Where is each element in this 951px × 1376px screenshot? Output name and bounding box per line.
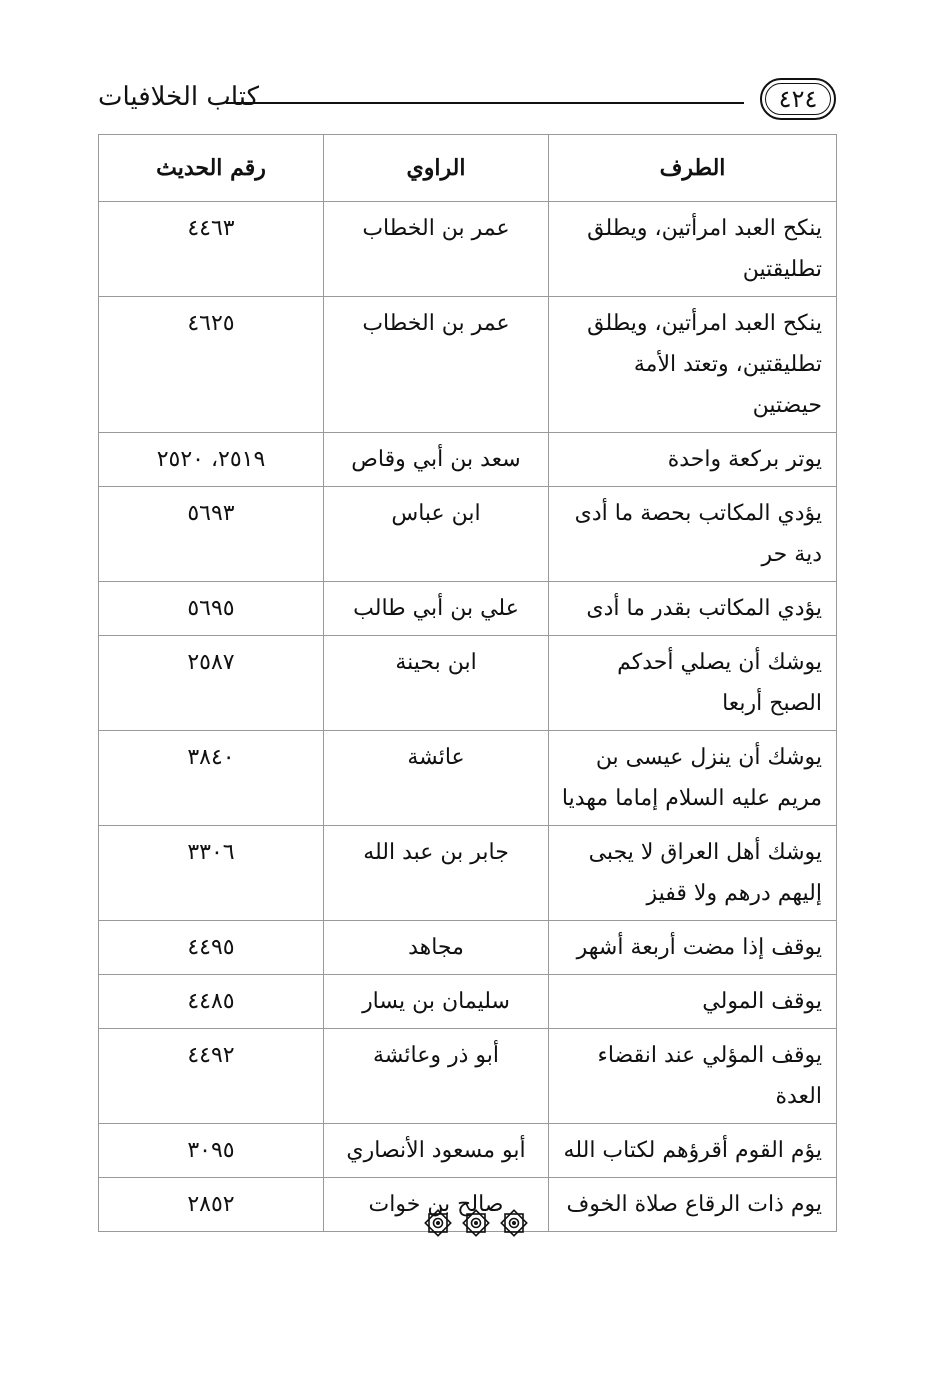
page-header: [98, 78, 836, 128]
rawi-cell: عمر بن الخطاب: [324, 202, 549, 297]
hadith-number-cell: ٢٥١٩، ٢٥٢٠: [99, 433, 324, 487]
column-header-tarf: الطرف: [549, 135, 837, 202]
hadith-number-cell: ٤٤٩٢: [99, 1029, 324, 1124]
table-row: [99, 1124, 837, 1178]
rawi-cell: ابن عباس: [324, 487, 549, 582]
tarf-cell: يؤدي المكاتب بقدر ما أدى: [549, 582, 837, 636]
rawi-cell: علي بن أبي طالب: [324, 582, 549, 636]
tarf-cell: ينكح العبد امرأتين، ويطلق تطليقتين، وتعتد الأمة حيضتين: [549, 297, 837, 433]
book-title: كتاب الخلافيات: [98, 82, 260, 112]
hadith-number-cell: ٢٨٥٢: [99, 1178, 324, 1232]
hadith-number-cell: ٣٣٠٦: [99, 826, 324, 921]
hadith-index-table: [98, 134, 837, 1232]
rawi-cell: صالح بن خوات: [324, 1178, 549, 1232]
tarf-cell: يوشك أن يصلي أحدكم الصبح أربعا: [549, 636, 837, 731]
rawi-cell: أبو مسعود الأنصاري: [324, 1124, 549, 1178]
tarf-cell: يوقف المؤلي عند انقضاء العدة: [549, 1029, 837, 1124]
table-row: [99, 202, 837, 297]
hadith-number-cell: ٢٥٨٧: [99, 636, 324, 731]
table-header-row: [99, 135, 837, 202]
tarf-cell: يوم ذات الرقاع صلاة الخوف: [549, 1178, 837, 1232]
table-row: [99, 433, 837, 487]
table-row: [99, 921, 837, 975]
rawi-cell: سليمان بن يسار: [324, 975, 549, 1029]
column-header-rawi: الراوي: [324, 135, 549, 202]
rawi-cell: مجاهد: [324, 921, 549, 975]
hadith-number-cell: ٤٦٢٥: [99, 297, 324, 433]
octagram-flower-ornament-icon: [461, 1208, 491, 1238]
hadith-number-cell: ٤٤٦٣: [99, 202, 324, 297]
footer-ornaments: [0, 1208, 951, 1238]
octagram-flower-ornament-icon: [499, 1208, 529, 1238]
tarf-cell: يوشك أن ينزل عيسى بن مريم عليه السلام إماما مهديا: [549, 731, 837, 826]
header-rule: [226, 102, 744, 104]
rawi-cell: سعد بن أبي وقاص: [324, 433, 549, 487]
page-number: ٤٢٤: [760, 78, 836, 120]
table-row: [99, 487, 837, 582]
table-row: [99, 975, 837, 1029]
hadith-number-cell: ٤٤٨٥: [99, 975, 324, 1029]
tarf-cell: يوقف المولي: [549, 975, 837, 1029]
tarf-cell: ينكح العبد امرأتين، ويطلق تطليقتين: [549, 202, 837, 297]
tarf-cell: يؤم القوم أقرؤهم لكتاب الله: [549, 1124, 837, 1178]
rawi-cell: جابر بن عبد الله: [324, 826, 549, 921]
hadith-number-cell: ٣٨٤٠: [99, 731, 324, 826]
table-row: [99, 297, 837, 433]
rawi-cell: عمر بن الخطاب: [324, 297, 549, 433]
tarf-cell: يؤدي المكاتب بحصة ما أدى دية حر: [549, 487, 837, 582]
rawi-cell: ابن بحينة: [324, 636, 549, 731]
hadith-number-cell: ٥٦٩٥: [99, 582, 324, 636]
table-row: [99, 826, 837, 921]
rawi-cell: عائشة: [324, 731, 549, 826]
tarf-cell: يوقف إذا مضت أربعة أشهر: [549, 921, 837, 975]
hadith-number-cell: ٤٤٩٥: [99, 921, 324, 975]
rawi-cell: أبو ذر وعائشة: [324, 1029, 549, 1124]
hadith-number-cell: ٣٠٩٥: [99, 1124, 324, 1178]
hadith-number-cell: ٥٦٩٣: [99, 487, 324, 582]
column-header-hadith-number: رقم الحديث: [99, 135, 324, 202]
octagram-flower-ornament-icon: [423, 1208, 453, 1238]
table-row: [99, 1029, 837, 1124]
table-row: [99, 636, 837, 731]
table-row: [99, 731, 837, 826]
tarf-cell: يوتر بركعة واحدة: [549, 433, 837, 487]
table-row: [99, 582, 837, 636]
tarf-cell: يوشك أهل العراق لا يجبى إليهم درهم ولا قفيز: [549, 826, 837, 921]
